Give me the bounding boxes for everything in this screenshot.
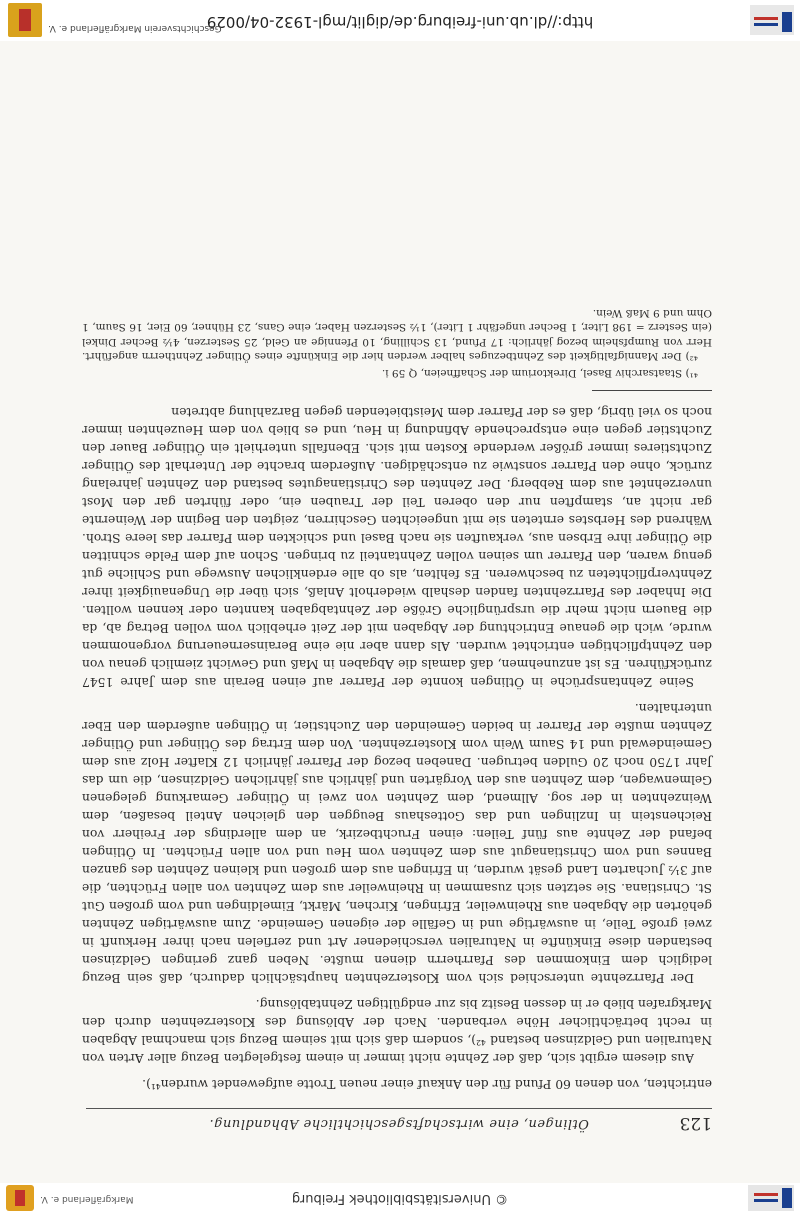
paragraph: Seine Zehntansprüche in Ötlingen konnte der Pfarrer auf einen Berain aus dem Jahre 1547 zurückführen. Es ist anzunehmen, daß damals die Abgaben in Maß und Gewicht ziemlich genau von den Zehntpflichtigen entrichtet wurden. Als dann aber nie eine Berainserneuerung vorgenommen wurde, wich die genaue Entrichtung der Abgaben mit der Zeit erheblich vom vollen Betrag ab, da die Bauern nicht mehr die ursprüngliche Größe der Zehntabgaben kannten oder kennen wollten. Die Inhaber des Pfarrzehnten fanden deshalb wiederholt Anlaß, sich über die Ungenauigkeit ihrer Zehntverpflichteten zu beschweren. Es fehlten, als ob alle erdenklichen Auswege und Schliche gut genug waren, den Pfarrer um seinen vollen Zehntanteil zu bringen. Schon auf dem Felde schnitten die Ötlinger ihre Erbsen aus, verkauften sie nach Basel und schickten dem Pfarrer das leere Stroh. Während des Herbstes ernteten sie mit ungeeichten Geschirren, zeigten den Beginn der Weinernte gar nicht an, stampften nur den oberen Teil der Trauben ein, oder führten gar den Most unverzehntet aus dem Rebberg. Der Zehnten des Christianagutes bestand den Zehnten jahrelang zurück, ohne den Pfarrer sonstwie zu entschädigen. Außerdem brachte der Unterhalt des Ötlinger Zuchtstieres immer größer werdende Kosten mit sich. Ebenfalls unterhielt ein Ötlinger Bauer den Zuchtstier gegen eine entsprechende Abfindung in Heu, und es blieb von dem Heuzehnten immer noch so viel übrig, daß es der Pfarrer dem Meistbietenden gegen Barzahlung abtreten	[82, 405, 712, 689]
page-number: 123	[679, 1113, 712, 1133]
permalink-url[interactable]: http://dl.ub.uni-freiburg.de/diglit/mgl-1932-04/0029	[206, 13, 594, 31]
crest-icon	[8, 3, 42, 37]
footnote: ⁴²) Der Mannigfaltigkeit des Zehntbezuges halber werden hier die Einkünfte eines Ötlinger Zehntherrn angeführt. Herr von Rumpfsheim bezog jährlich: 17 Pfund, 13 Schilling, 10 Pfennige an Geld, 25 Sesterzen, 4½ Becher Dinkel (ein Sesterz = 198 Liter, 1 Becher ungefähr 1 Liter), 1½ Sesterzen Haber, eine Gans, 23 Hühner, 60 Eier, 16 Saum, 1 Ohm und 9 Maß Wein.	[82, 307, 712, 363]
watermark-bar-top	[0, 1183, 800, 1213]
paragraph: Der Pfarrzehnte unterschied sich vom Klosterzehnten hauptsächlich dadurch, daß sein Bezug lediglich dem Einkommen des Pfarrherrn dienen mußte. Neben ganz geringen Geldzinsen bestanden diese Einkünfte in Naturalien verschiedener Art und zerfielen nach ihrer Herkunft in zwei große Teile, in auswärtige und in Gefälle der eigenen Gemeinde. Zum auswärtigen Zehnten gehörten die Abgaben aus Rheinweiler, Efringen, Kirchen, Märkt, Eimeldingen und vom großen Gut St. Christiana. Sie setzten sich zusammen in Rheinweiler aus dem Zehnten von allen Früchten, die auf 3½ Jucharten Land gesät wurden, in Efringen aus dem großen und kleinen Zehnten des ganzen Bannes und vom Christianagut aus dem Zehnten vom Heu und von allen Früchten. In Ötlingen befand der Zehnte aus fünf Teilen: einen Fruchtbezirk, an dem allerdings der Freiherr von Reichenstein in Inzlingen und das Gotteshaus Beuggen den gleichen Anteil besaßen, dem Weinzehnten in der sog. Allmend, dem Zehnten von zwei in Ötlinger Gemarkung gelegenen Gelmenwagen, dem Zehnten aus den Vorgärten und jährlich aus jährlichen Geldzinsen, die um das Jahr 1750 noch 20 Gulden betrugen. Daneben bezog der Pfarrer jährlich 12 Klafter Holz aus dem Gemeindewald und 14 Saum Wein vom Klosterzehnten. Von dem Ertrag des Ötlinger und Ötlinger Zehnten mußte der Pfarrer in beiden Gemeinden den Zuchtstier, in Ötlingen außerdem den Eber unterhalten.	[82, 701, 712, 985]
society-label: Markgräflerland e. V.	[40, 1194, 134, 1204]
paragraph: entrichten, von denen 60 Pfund für den Ankauf einer neuen Trotte aufgewendet wurden⁴¹).	[142, 1077, 712, 1091]
body-text	[82, 304, 712, 1094]
crest-icon	[6, 1185, 34, 1211]
footnote: ⁴¹) Staatsarchiv Basel, Direktorium der Schaffneien, Q 59 i.	[381, 367, 698, 379]
page-header	[86, 1108, 712, 1137]
running-title: Ötlingen, eine wirtschaftsgeschichtliche Abhandlung.	[209, 1116, 589, 1131]
copyright-notice: © Universitätsbibliothek Freiburg	[291, 1191, 509, 1206]
watermark-bar-bottom	[0, 0, 800, 41]
footnote-divider	[592, 390, 712, 391]
society-label: Geschichtsverein Markgräflerland e. V.	[48, 23, 222, 33]
paragraph: Aus diesem ergibt sich, daß der Zehnte nicht immer in einem festgelegten Bezug aller Arten von Naturalien und Geldzinsen bestand ⁴²), sondern daß sich mit seinem Bezug sich manchmal Abgaben in recht beträchtlicher Höhe verbanden. Nach der Ablösung des Klosterzehnten durch den Markgrafen blieb er in dessen Besitz bis zur endgültigen Zehntablösung.	[82, 997, 712, 1065]
